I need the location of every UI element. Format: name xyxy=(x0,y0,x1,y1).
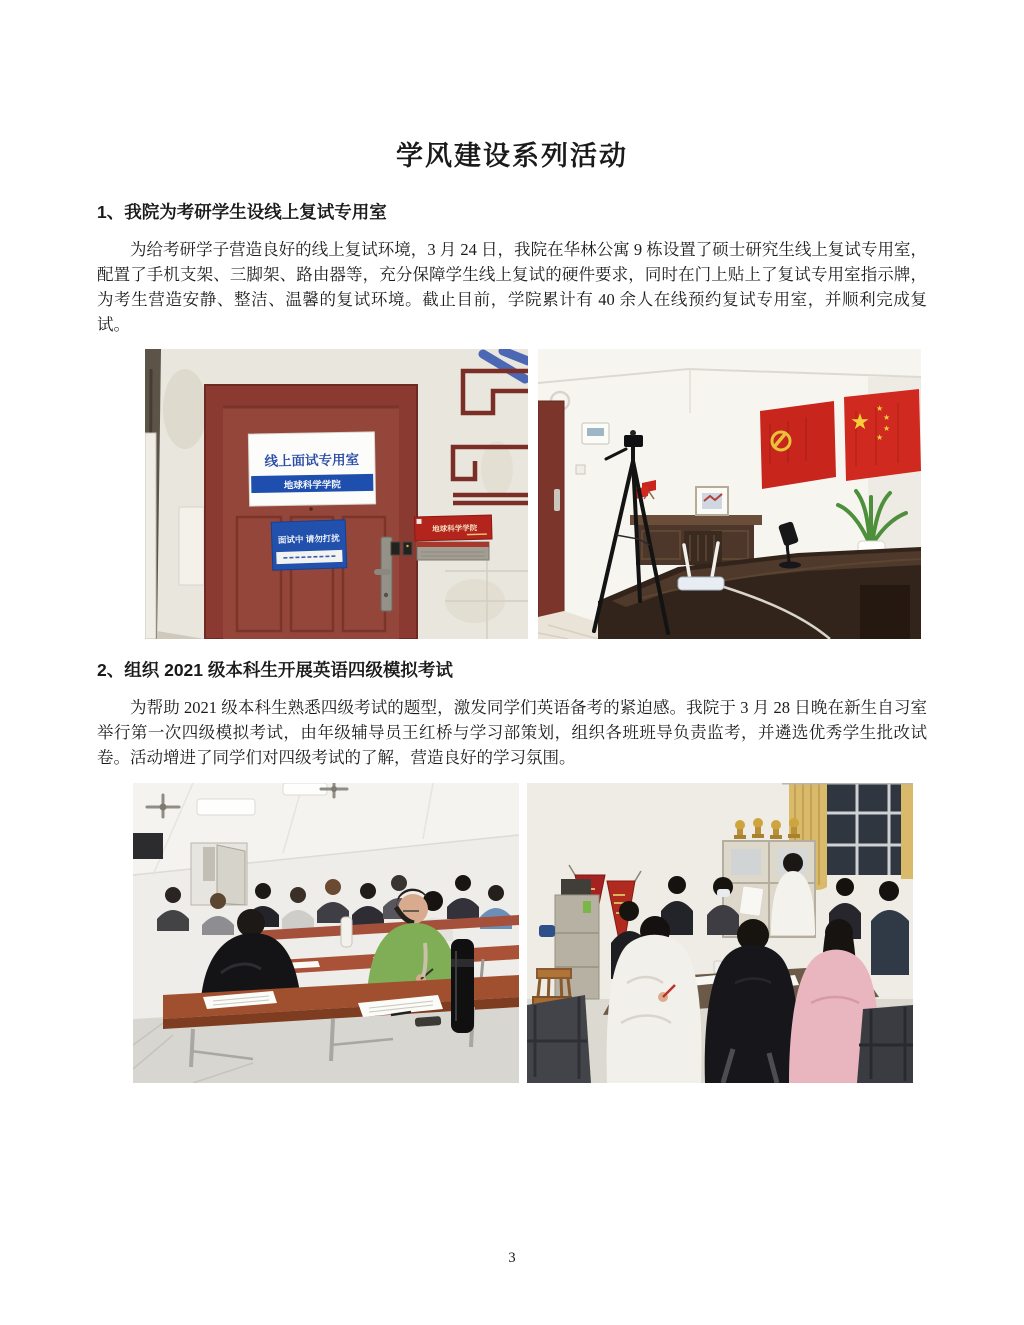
busy-sign-text: 面试中 请勿打扰 xyxy=(277,532,340,546)
photo-row-1 xyxy=(145,349,1024,639)
wall-plaque-text: 地球科学学院 xyxy=(432,523,478,534)
wall-plaque xyxy=(414,515,492,541)
svg-text:★: ★ xyxy=(876,404,884,413)
window xyxy=(821,783,913,877)
svg-text:★: ★ xyxy=(876,433,884,442)
red-door-edge xyxy=(538,401,564,617)
svg-text:★: ★ xyxy=(883,413,891,422)
wall-screen xyxy=(133,833,163,859)
photo-row-2 xyxy=(133,783,1024,1083)
section2-paragraph: 为帮助 2021 级本科生熟悉四级考试的题型，激发同学们英语备考的紧迫感。我院于 3 月 28 日晚在新生自习室举行第一次四级模拟考试，由年级辅导员王红桥与学习部策划，组织各班班导负责监考，并遴选优秀学生批改试卷。活动增进了同学们对四级考试的了解，营造良好的学习氛围。 xyxy=(97,698,927,767)
national-flag xyxy=(844,389,921,481)
wall-pipe xyxy=(145,433,156,639)
photo-mock-exam-classroom xyxy=(133,783,519,1083)
room-sign xyxy=(248,432,375,506)
section2-heading: 2、组织 2021 级本科生开展英语四级模拟考试 xyxy=(97,660,453,680)
section1-heading: 1、我院为考研学生设线上复试专用室 xyxy=(97,202,387,222)
svg-text:★: ★ xyxy=(850,410,870,435)
room-photo-illustration xyxy=(538,349,921,639)
grading-photo-illustration xyxy=(527,783,913,1083)
room-sign-title: 线上面试专用室 xyxy=(264,452,360,469)
party-flag xyxy=(760,401,836,489)
classroom-photo-illustration xyxy=(133,783,519,1083)
wall-plate xyxy=(417,542,489,560)
section1-paragraph: 为给考研学子营造良好的线上复试环境，3 月 24 日，我院在华林公寓 9 栋设置了硕士研究生线上复试专用室，配置了手机支架、三脚架、路由器等，充分保障学生线上复试的硬件要求，同时在门上贴上了复试专用室指示牌，为考生营造安静、整洁、温馨的复试环境。截止目前，学院累计有 40 余人在线预约复试专用室，并顺利完成复试。 xyxy=(97,240,927,334)
door-photo-illustration xyxy=(145,349,528,639)
room-sign-subtitle: 地球科学学院 xyxy=(283,479,341,492)
busy-sign xyxy=(271,520,347,571)
picture-frame xyxy=(696,487,728,515)
page-number: 3 xyxy=(508,1250,516,1266)
page-title: 学风建设系列活动 xyxy=(396,141,628,171)
photo-interview-room-interior xyxy=(538,349,921,639)
thermos-bottle xyxy=(451,939,474,1033)
wall-thermostat xyxy=(582,423,609,444)
photo-interview-room-door xyxy=(145,349,528,639)
svg-text:★: ★ xyxy=(883,424,891,433)
photo-grading-room xyxy=(527,783,913,1083)
